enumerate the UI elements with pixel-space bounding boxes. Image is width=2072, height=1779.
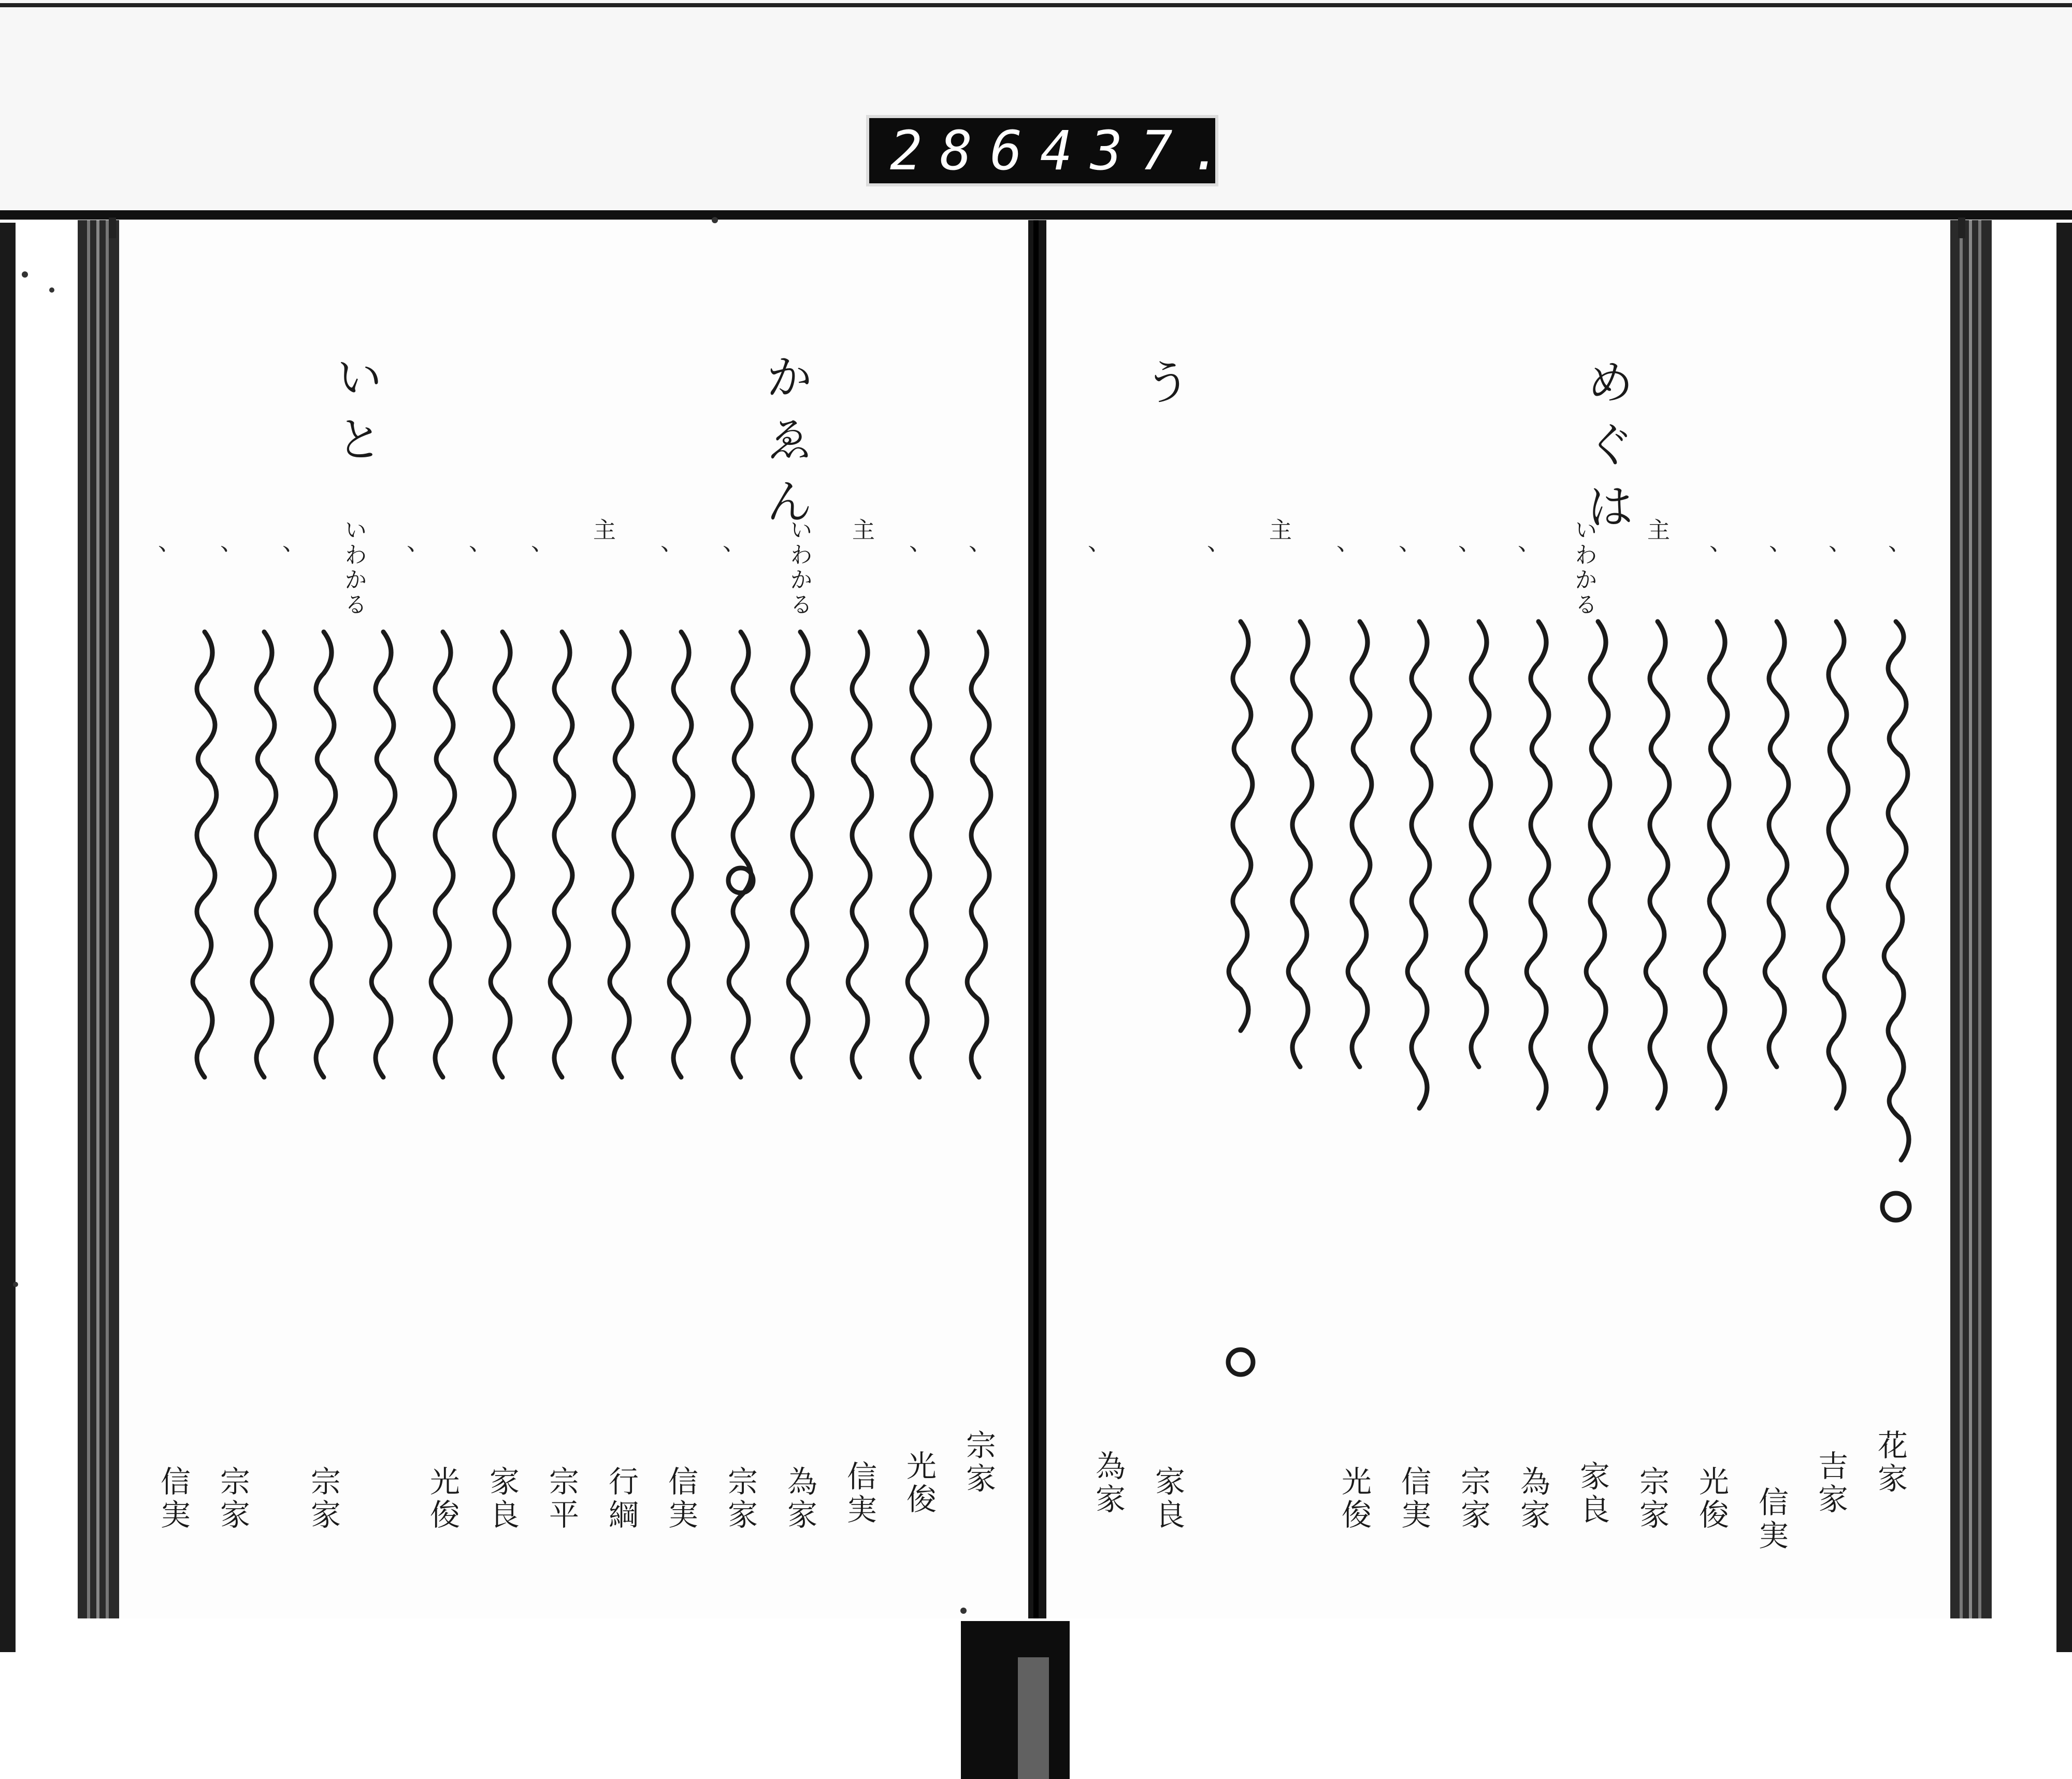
right-poem-line-1 (1884, 621, 1909, 1160)
frame-number-left: 286 (890, 119, 1040, 182)
left-topic-2: いわかる (786, 518, 812, 617)
right-author-5: 宗家 (1634, 1466, 1670, 1532)
right-author-2: 吉家 (1813, 1450, 1848, 1516)
left-author-8: 宗平 (544, 1466, 579, 1532)
right-topic-1: 主 (1643, 518, 1670, 543)
left-author-3: 信実 (842, 1460, 877, 1527)
left-topic-3: 主 (589, 518, 615, 543)
left-poem-columns (140, 611, 1005, 1585)
right-circle-mark-2 (1228, 1350, 1253, 1375)
frame-number-label (866, 115, 1241, 186)
right-poem-line-8 (1467, 621, 1491, 1067)
right-poem-line-7 (1527, 621, 1550, 1108)
right-poem-line-11 (1288, 621, 1312, 1067)
left-poem-line-6 (669, 632, 693, 1077)
left-author-11: 宗家 (306, 1466, 341, 1532)
left-poem-line-1 (967, 632, 991, 1077)
right-author-4: 光俊 (1694, 1466, 1729, 1532)
left-author-1: 宗家 (961, 1429, 996, 1496)
left-cover-edge (0, 223, 16, 1652)
left-poem-line-9 (491, 632, 514, 1077)
left-author-2: 光俊 (901, 1450, 937, 1516)
right-author-7: 為家 (1515, 1466, 1550, 1532)
left-author-12: 宗家 (215, 1466, 250, 1532)
left-poem-line-12 (312, 632, 336, 1077)
right-poem-line-4 (1705, 621, 1729, 1108)
right-author-12: 為家 (1090, 1450, 1126, 1516)
right-poem-line-2 (1824, 621, 1848, 1108)
right-poem-line-3 (1765, 621, 1789, 1067)
left-author-13: 信実 (155, 1466, 191, 1532)
left-topic-4: いわかる (340, 518, 367, 617)
right-author-1: 花家 (1873, 1429, 1908, 1496)
left-author-6: 信実 (663, 1466, 698, 1532)
left-poem-line-4 (788, 632, 812, 1077)
left-poem-line-11 (371, 632, 395, 1077)
left-heading-2: いと (328, 352, 383, 476)
right-poem-line-6 (1586, 621, 1610, 1108)
right-poem-line-12 (1229, 621, 1253, 1031)
right-poem-columns (1067, 611, 1927, 1585)
left-poem-line-3 (848, 632, 872, 1077)
left-author-5: 宗家 (723, 1466, 758, 1532)
left-author-10: 光俊 (425, 1466, 460, 1532)
left-poem-line-10 (431, 632, 455, 1077)
right-topic-2: いわかる (1571, 518, 1597, 617)
left-heading-1: かゑん (758, 352, 813, 539)
right-heading-1: めぐは (1579, 357, 1634, 544)
frame-number-right: 437. (1040, 119, 1241, 182)
right-cover-edge (2056, 223, 2072, 1652)
right-poem-line-10 (1348, 621, 1372, 1067)
right-circle-mark-1 (1882, 1193, 1909, 1220)
left-poem-line-2 (908, 632, 931, 1077)
right-poem-line-5 (1646, 621, 1670, 1108)
left-poem-line-8 (550, 632, 574, 1077)
right-poem-line-9 (1407, 621, 1431, 1108)
right-author-8: 宗家 (1456, 1466, 1491, 1532)
left-poem-line-7 (610, 632, 634, 1077)
right-author-3: 信実 (1753, 1486, 1789, 1553)
right-topic-3: 主 (1265, 518, 1291, 543)
left-author-7: 行綱 (603, 1466, 639, 1532)
binding-block (961, 1621, 1070, 1779)
left-author-4: 為家 (782, 1466, 817, 1532)
left-author-9: 家良 (484, 1466, 520, 1532)
right-author-11: 家良 (1150, 1466, 1185, 1532)
left-poem-line-13 (252, 632, 276, 1077)
right-author-6: 家良 (1575, 1460, 1610, 1527)
right-author-10: 光俊 (1336, 1466, 1372, 1532)
left-topic-1: 主 (848, 518, 874, 543)
right-heading-2: う (1136, 357, 1191, 420)
left-poem-line-5 (729, 632, 753, 1077)
right-author-9: 信実 (1396, 1466, 1431, 1532)
left-poem-line-14 (193, 632, 217, 1077)
